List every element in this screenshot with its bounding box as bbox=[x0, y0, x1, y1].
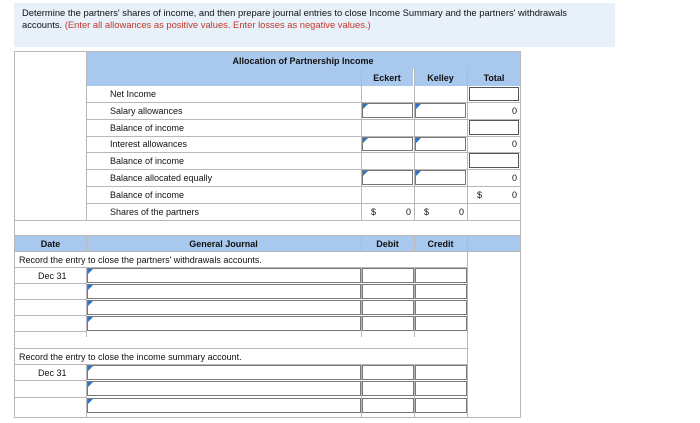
col-date: Date bbox=[40, 239, 61, 249]
entry2-description: Record the entry to close the income summary account. bbox=[19, 352, 242, 362]
entry2-date: Dec 31 bbox=[38, 368, 67, 378]
entry1-credit-2[interactable] bbox=[415, 284, 467, 299]
shares-kelley-value: 0 bbox=[458, 207, 464, 217]
interest-kelley-input[interactable] bbox=[415, 137, 466, 151]
interest-total-value: 0 bbox=[511, 139, 517, 149]
entry1-debit-3[interactable] bbox=[362, 300, 414, 315]
row-balance-of-income-1: Balance of income bbox=[110, 123, 185, 133]
salary-kelley-input[interactable] bbox=[415, 103, 466, 118]
col-kelley: Kelley bbox=[414, 69, 467, 86]
entry2-credit-2[interactable] bbox=[415, 381, 467, 396]
entry1-account-2[interactable] bbox=[87, 284, 361, 299]
entry1-credit-4[interactable] bbox=[415, 316, 467, 331]
balance-2-total-input[interactable] bbox=[469, 153, 519, 168]
balance-1-total-input[interactable] bbox=[469, 120, 519, 135]
shares-eckert-currency: $ bbox=[371, 207, 377, 217]
row-balance-of-income-2: Balance of income bbox=[110, 156, 185, 166]
entry1-debit-4[interactable] bbox=[362, 316, 414, 331]
shares-eckert-value: 0 bbox=[405, 207, 411, 217]
equally-kelley-input[interactable] bbox=[415, 170, 466, 185]
entry2-debit-2[interactable] bbox=[362, 381, 414, 396]
row-balance-of-income-3: Balance of income bbox=[110, 190, 185, 200]
col-credit: Credit bbox=[427, 239, 454, 249]
entry1-account-4[interactable] bbox=[87, 316, 361, 331]
row-salary-allowances: Salary allowances bbox=[110, 106, 183, 116]
entry1-debit-1[interactable] bbox=[362, 268, 414, 283]
balance-3-currency: $ bbox=[477, 190, 483, 200]
col-general-journal: General Journal bbox=[189, 239, 258, 249]
interest-eckert-input[interactable] bbox=[362, 137, 413, 151]
salary-eckert-input[interactable] bbox=[362, 103, 413, 118]
entry2-debit-3[interactable] bbox=[362, 398, 414, 413]
instructions-panel bbox=[14, 3, 615, 47]
net-income-total-input[interactable] bbox=[469, 87, 519, 101]
entry1-account-3[interactable] bbox=[87, 300, 361, 315]
col-total: Total bbox=[468, 69, 520, 86]
row-shares-of-partners: Shares of the partners bbox=[110, 207, 200, 217]
col-eckert: Eckert bbox=[361, 69, 413, 86]
entry2-account-2[interactable] bbox=[87, 381, 361, 396]
entry2-credit-3[interactable] bbox=[415, 398, 467, 413]
entry1-credit-1[interactable] bbox=[415, 268, 467, 283]
col-debit: Debit bbox=[376, 239, 399, 249]
instructions-text: Determine the partners' shares of income, and then prepare journal entries to close Income Summary and the partners' withdrawals accounts. bbox=[22, 7, 567, 30]
equally-total-value: 0 bbox=[511, 173, 517, 183]
entry2-credit-1[interactable] bbox=[415, 365, 467, 380]
entry2-account-3[interactable] bbox=[87, 398, 361, 413]
allocation-title: Allocation of Partnership Income bbox=[86, 52, 520, 69]
entry1-description: Record the entry to close the partners' withdrawals accounts. bbox=[19, 255, 262, 265]
salary-total-value: 0 bbox=[511, 106, 517, 116]
entry2-account-1[interactable] bbox=[87, 365, 361, 380]
entry1-debit-2[interactable] bbox=[362, 284, 414, 299]
balance-3-total-value: 0 bbox=[511, 190, 517, 200]
equally-eckert-input[interactable] bbox=[362, 170, 413, 185]
row-balance-allocated-equally: Balance allocated equally bbox=[110, 173, 213, 183]
entry1-account-1[interactable] bbox=[87, 268, 361, 283]
instructions-note: (Enter all allowances as positive values. Enter losses as negative values.) bbox=[64, 19, 371, 30]
row-net-income: Net Income bbox=[110, 89, 157, 99]
entry2-debit-1[interactable] bbox=[362, 365, 414, 380]
entry1-credit-3[interactable] bbox=[415, 300, 467, 315]
entry1-date: Dec 31 bbox=[38, 271, 67, 281]
row-interest-allowances: Interest allowances bbox=[110, 139, 188, 149]
shares-kelley-currency: $ bbox=[424, 207, 430, 217]
